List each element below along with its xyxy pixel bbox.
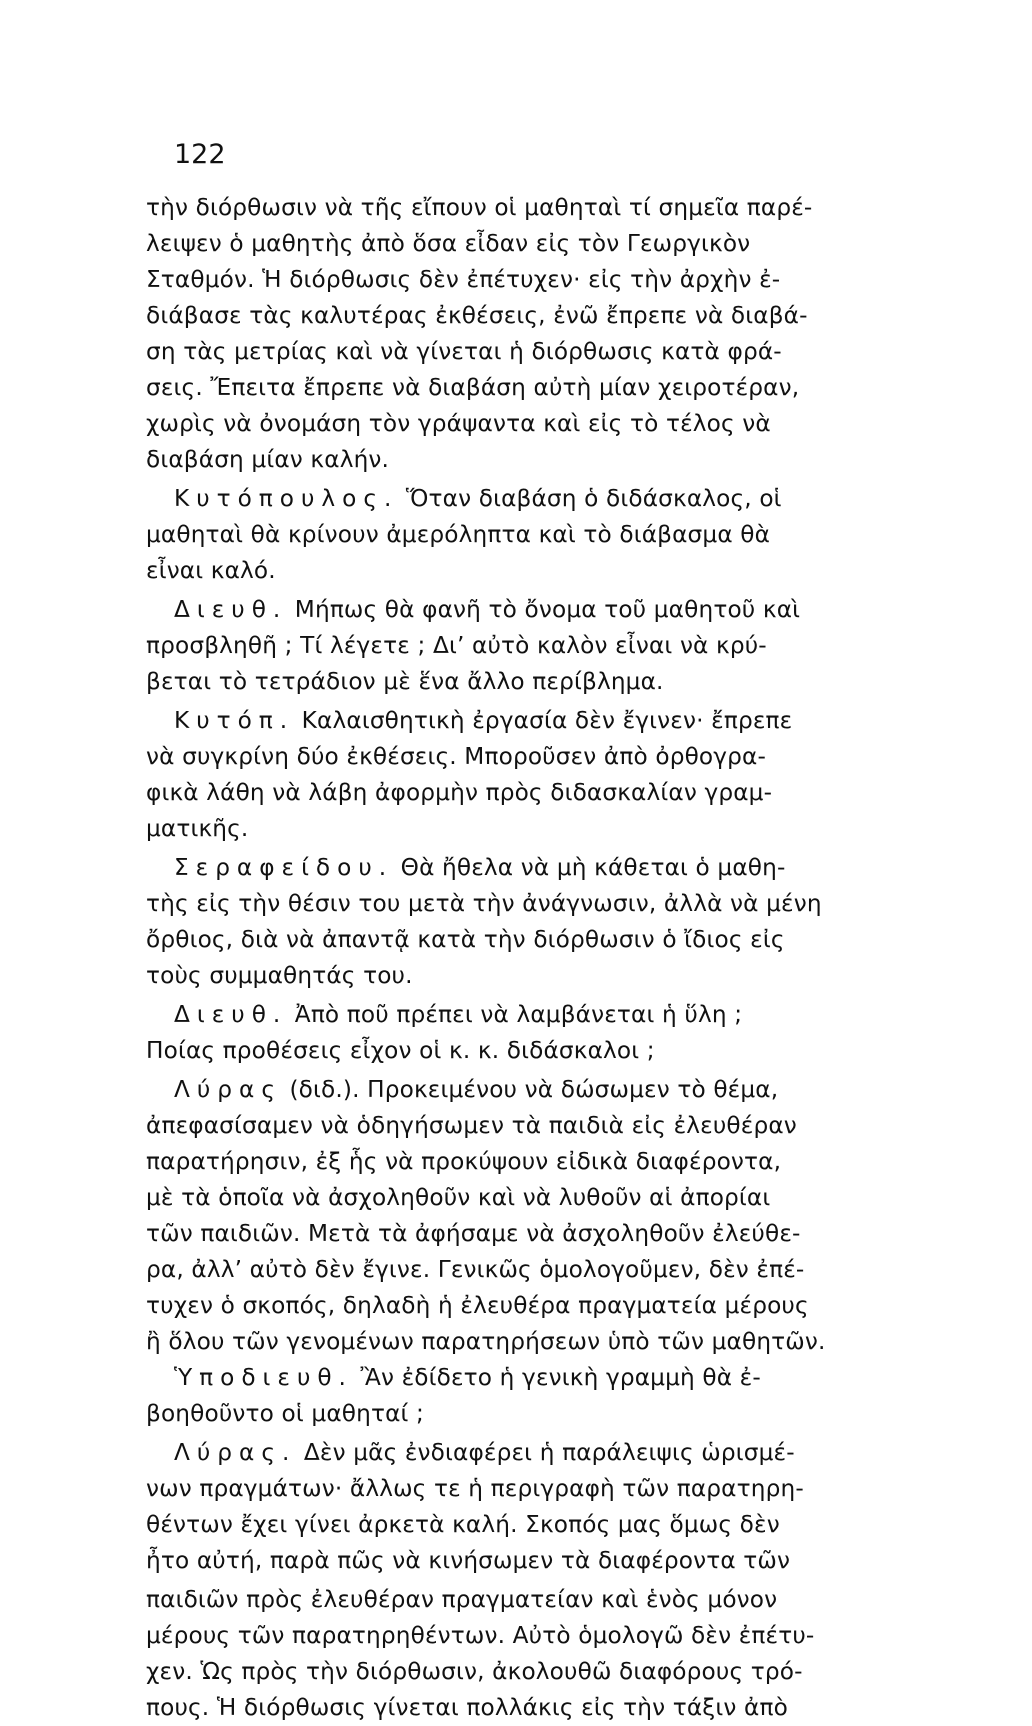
text-line: [146, 1180, 946, 1216]
dialogue-line: [146, 481, 946, 517]
dialogue-line: [146, 703, 946, 739]
text-line: [146, 406, 946, 442]
text-line: [146, 517, 946, 553]
speaker-name: Λύρας: [174, 1076, 282, 1103]
line-text: ση τὰς μετρίας καὶ νὰ γίνεται ἡ διόρθωσις κατὰ φρά-: [146, 338, 782, 365]
text-line: [146, 1324, 946, 1360]
line-text: μαθηταὶ θὰ κρίνουν ἀμερόληπτα καὶ τὸ διάβασμα θὰ: [146, 521, 771, 548]
line-text: ματικῆς.: [146, 815, 249, 842]
dialogue-line: [146, 850, 946, 886]
text-line: [146, 811, 946, 847]
line-text: βοηθοῦντο οἱ μαθηταί ;: [146, 1400, 425, 1427]
line-text: τυχεν ὁ σκοπός, δηλαδὴ ἡ ἐλευθέρα πραγματεία μέρους: [146, 1292, 809, 1319]
line-text: Ἂν ἐδίδετο ἡ γενικὴ γραμμὴ θὰ ἐ-: [352, 1364, 761, 1391]
text-line: [146, 1033, 946, 1069]
line-text: ρα, ἀλλ’ αὐτὸ δὲν ἔγινε. Γενικῶς ὁμολογοῦμεν, δὲν ἐπέ-: [146, 1256, 805, 1283]
text-line: [146, 1582, 946, 1618]
text-line: [146, 1216, 946, 1252]
text-line: [146, 1252, 946, 1288]
line-text: Δὲν μᾶς ἐνδιαφέρει ἡ παράλειψις ὡρισμέ-: [296, 1439, 795, 1466]
text-line: [146, 1288, 946, 1324]
text-line: [146, 226, 946, 262]
page-number: 122: [174, 139, 226, 170]
speaker-name: Ὑποδιευθ.: [174, 1364, 353, 1391]
line-text: Ὅταν διαβάση ὁ διδάσκαλος, οἱ: [398, 485, 782, 512]
line-text: διαβάση μίαν καλήν.: [146, 446, 390, 473]
line-text: σεις. Ἔπειτα ἔπρεπε νὰ διαβάση αὐτὴ μίαν χειροτέραν,: [146, 374, 800, 401]
line-text: θέντων ἔχει γίνει ἀρκετὰ καλή. Σκοπός μας ὅμως δὲν: [146, 1511, 780, 1538]
line-text: Θὰ ἤθελα νὰ μὴ κάθεται ὁ μαθη-: [393, 854, 786, 881]
line-text: παιδιῶν πρὸς ἐλευθέραν πραγματείαν καὶ ἑνὸς μόνον: [146, 1586, 778, 1613]
speaker-name: Διευθ.: [174, 1001, 288, 1028]
line-text: πους. Ἡ διόρθωσις γίνεται πολλάκις εἰς τὴν τάξιν ἀπὸ: [146, 1694, 788, 1721]
text-line: [146, 1108, 946, 1144]
text-line: [146, 739, 946, 775]
line-text: νὰ συγκρίνη δύο ἐκθέσεις. Μποροῦσεν ἀπὸ ὀρθογρα-: [146, 743, 767, 770]
text-line: [146, 1396, 946, 1432]
line-text: ὄρθιος, διὰ νὰ ἀπαντᾷ κατὰ τὴν διόρθωσιν ὁ ἴδιος εἰς: [146, 926, 785, 953]
speaker-name: Σεραφείδου.: [174, 854, 394, 881]
line-text: Ἀπὸ ποῦ πρέπει νὰ λαμβάνεται ἡ ὕλη ;: [287, 1001, 743, 1028]
line-text: μέρους τῶν παρατηρηθέντων. Αὐτὸ ὁμολογῶ δὲν ἐπέτυ-: [146, 1622, 815, 1649]
body-text: [146, 190, 946, 1726]
line-text: νων πραγμάτων· ἄλλως τε ἡ περιγραφὴ τῶν παρατηρη-: [146, 1475, 804, 1502]
dialogue-line: [146, 592, 946, 628]
line-text: Καλαισθητικὴ ἐργασία δὲν ἔγινεν· ἔπρεπε: [294, 707, 793, 734]
dialogue-line: [146, 1072, 946, 1108]
text-line: [146, 1618, 946, 1654]
text-line: [146, 1507, 946, 1543]
line-text: μὲ τὰ ὁποῖα νὰ ἀσχοληθοῦν καὶ νὰ λυθοῦν αἱ ἀπορίαι: [146, 1184, 771, 1211]
line-text: τῶν παιδιῶν. Μετὰ τὰ ἀφήσαμε νὰ ἀσχοληθοῦν ἐλεύθε-: [146, 1220, 801, 1247]
line-text: εἶναι καλό.: [146, 557, 276, 584]
line-text: ἦτο αὐτή, παρὰ πῶς νὰ κινήσωμεν τὰ διαφέροντα τῶν: [146, 1547, 791, 1574]
text-line: [146, 553, 946, 589]
speaker-name: Κυτόπ.: [174, 707, 295, 734]
line-text: Μήπως θὰ φανῆ τὸ ὄνομα τοῦ μαθητοῦ καὶ: [287, 596, 801, 623]
line-text: (διδ.). Προκειμένου νὰ δώσωμεν τὸ θέμα,: [281, 1076, 779, 1103]
line-text: παρατήρησιν, ἐξ ἧς νὰ προκύψουν εἰδικὰ διαφέροντα,: [146, 1148, 782, 1175]
text-line: [146, 1690, 946, 1726]
line-text: χωρὶς νὰ ὀνομάση τὸν γράψαντα καὶ εἰς τὸ τέλος νὰ: [146, 410, 771, 437]
line-text: τοὺς συμμαθητάς του.: [146, 962, 413, 989]
line-text: προσβληθῆ ; Τί λέγετε ; Δι’ αὐτὸ καλὸν εἶναι νὰ κρύ-: [146, 632, 767, 659]
line-text: φικὰ λάθη νὰ λάβη ἀφορμὴν πρὸς διδασκαλίαν γραμ-: [146, 779, 773, 806]
dialogue-line: [146, 1360, 946, 1396]
text-line: [146, 1144, 946, 1180]
dialogue-line: [146, 1435, 946, 1471]
text-line: [146, 664, 946, 700]
line-text: βεται τὸ τετράδιον μὲ ἕνα ἄλλο περίβλημα.: [146, 668, 664, 695]
text-line: [146, 190, 946, 226]
line-text: χεν. Ὡς πρὸς τὴν διόρθωσιν, ἀκολουθῶ διαφόρους τρό-: [146, 1658, 803, 1685]
speaker-name: Διευθ.: [174, 596, 288, 623]
text-line: [146, 958, 946, 994]
line-text: ἢ ὅλου τῶν γενομένων παρατηρήσεων ὑπὸ τῶν μαθητῶν.: [146, 1328, 826, 1355]
text-line: [146, 886, 946, 922]
text-line: [146, 1654, 946, 1690]
speaker-name: Κυτόπουλος.: [174, 485, 399, 512]
speaker-name: Λύρας.: [174, 1439, 297, 1466]
line-text: τὴν διόρθωσιν νὰ τῆς εἴπουν οἱ μαθηταὶ τί σημεῖα παρέ-: [146, 194, 813, 221]
dialogue-line: [146, 997, 946, 1033]
text-line: [146, 922, 946, 958]
text-line: [146, 1543, 946, 1579]
text-line: [146, 1471, 946, 1507]
line-text: Ποίας προθέσεις εἶχον οἱ κ. κ. διδάσκαλοι ;: [146, 1037, 655, 1064]
text-line: [146, 262, 946, 298]
text-line: [146, 334, 946, 370]
line-text: λειψεν ὁ μαθητὴς ἀπὸ ὅσα εἶδαν εἰς τὸν Γεωργικὸν: [146, 230, 751, 257]
text-line: [146, 442, 946, 478]
line-text: Σταθμόν. Ἡ διόρθωσις δὲν ἐπέτυχεν· εἰς τὴν ἀρχὴν ἐ-: [146, 266, 781, 293]
text-line: [146, 628, 946, 664]
line-text: τὴς εἰς τὴν θέσιν του μετὰ τὴν ἀνάγνωσιν, ἀλλὰ νὰ μένη: [146, 890, 822, 917]
text-line: [146, 298, 946, 334]
text-line: [146, 370, 946, 406]
text-line: [146, 775, 946, 811]
line-text: ἀπεφασίσαμεν νὰ ὁδηγήσωμεν τὰ παιδιὰ εἰς ἐλευθέραν: [146, 1112, 797, 1139]
line-text: διάβασε τὰς καλυτέρας ἐκθέσεις, ἐνῶ ἔπρεπε νὰ διαβά-: [146, 302, 808, 329]
